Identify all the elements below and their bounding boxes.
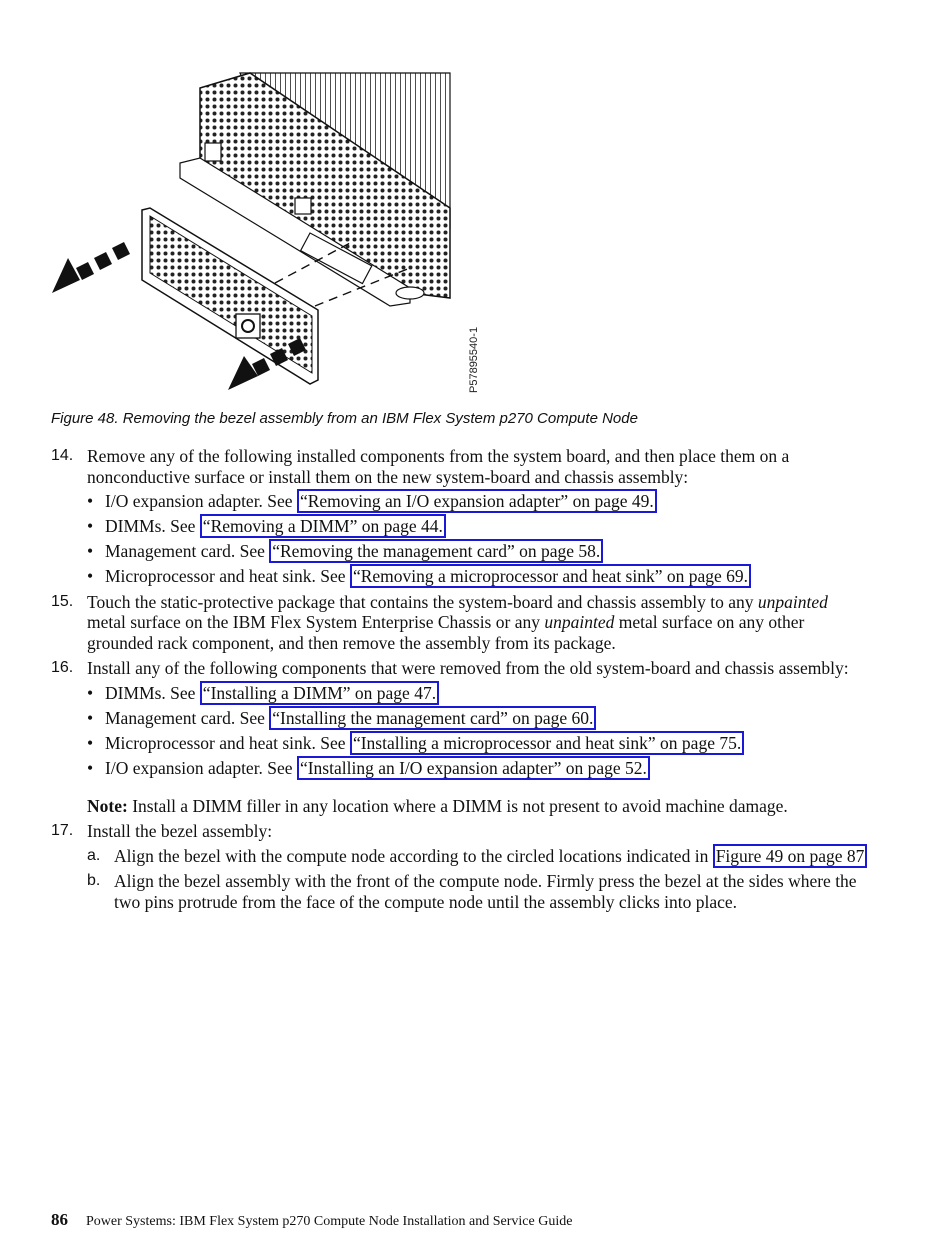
step-text <box>87 592 871 654</box>
arrow-upper-icon <box>52 242 130 293</box>
list-item <box>87 541 871 562</box>
bullet-text: Management card. See <box>105 541 270 562</box>
procedure-steps <box>51 446 871 917</box>
bullet-text: I/O expansion adapter. See <box>105 491 297 511</box>
list-item <box>87 491 871 512</box>
substep-letter: b. <box>87 872 101 890</box>
substep-a <box>87 846 871 867</box>
emphasis-text: unpainted <box>757 591 828 612</box>
step-16 <box>51 658 871 778</box>
step-number: 15. <box>51 592 74 610</box>
bezel-removal-figure <box>50 68 480 398</box>
list-item <box>87 566 871 587</box>
bezel-removal-illustration <box>50 68 470 398</box>
substep-text: Align the bezel assembly with the front of the compute node. Firmly press the bezel at the sides where the two pins protrude from the face of the compute node until the assembly clicks into place. <box>114 871 857 912</box>
page-number: 86 <box>51 1210 68 1229</box>
text-run: metal surface on the IBM Flex System Enterprise Chassis or any <box>87 612 545 633</box>
list-item <box>87 708 871 729</box>
step-17 <box>51 821 871 912</box>
bullet-list <box>87 491 871 587</box>
xref-link[interactable]: “Removing a microprocessor and heat sink” on page 69. <box>350 564 751 588</box>
list-item <box>87 516 871 537</box>
xref-link[interactable]: “Installing a microprocessor and heat sink” on page 75. <box>350 731 744 755</box>
xref-link[interactable]: “Installing the management card” on page 60. <box>269 706 596 730</box>
xref-link[interactable]: “Installing an I/O expansion adapter” on page 52. <box>297 756 650 780</box>
figure-id-label: P57895540-1 <box>468 326 480 393</box>
step-15 <box>51 592 871 654</box>
xref-link[interactable]: “Removing an I/O expansion adapter” on page 49. <box>297 489 657 513</box>
text-run: metal surface on any other grounded rack component, and then remove the assembly from its package. <box>87 612 805 653</box>
figure-caption: Figure 48. Removing the bezel assembly from an IBM Flex System p270 Compute Node <box>51 410 638 427</box>
bullet-text: Microprocessor and heat sink. See <box>105 566 350 587</box>
xref-link[interactable]: “Installing a DIMM” on page 47. <box>200 681 439 705</box>
step-number: 16. <box>51 659 74 677</box>
note-label: Note: <box>87 795 128 816</box>
bullet-text: I/O expansion adapter. See <box>105 758 297 779</box>
list-item <box>87 733 871 754</box>
bullet-text: Microprocessor and heat sink. See <box>105 732 350 753</box>
xref-link[interactable]: “Removing a DIMM” on page 44. <box>200 514 446 538</box>
bullet-text: Management card. See <box>105 707 270 728</box>
footer-title: Power Systems: IBM Flex System p270 Compute Node Installation and Service Guide <box>86 1214 573 1229</box>
step-number: 14. <box>51 447 74 464</box>
note <box>87 796 871 817</box>
bullet-text: DIMMs. See <box>105 516 200 537</box>
substep-letter: a. <box>87 846 101 864</box>
step-text: Install any of the following components that were removed from the old system-board and chassis assembly: <box>87 658 849 679</box>
xref-link[interactable]: “Removing the management card” on page 58. <box>269 539 603 563</box>
substep-b <box>87 871 871 912</box>
substep-text: Align the bezel with the compute node according to the circled locations indicated in <box>114 845 713 866</box>
step-14 <box>51 446 871 587</box>
text-run: Touch the static-protective package that contains the system-board and chassis assembly to any <box>87 591 758 612</box>
bullet-list <box>87 683 871 779</box>
substep-list <box>87 846 871 913</box>
xref-link[interactable]: Figure 49 on page 87 <box>713 844 868 868</box>
note-text: Install a DIMM filler in any location where a DIMM is not present to avoid machine damage. <box>127 795 788 816</box>
step-number: 17. <box>51 822 74 840</box>
page-footer <box>51 1210 572 1230</box>
list-item <box>87 758 871 779</box>
emphasis-text: unpainted <box>544 612 615 633</box>
step-text: Remove any of the following installed components from the system board, and then place them on a nonconductive surface or install them on the new system-board and chassis assembly: <box>87 446 790 487</box>
list-item <box>87 683 871 704</box>
bullet-text: DIMMs. See <box>105 682 200 703</box>
step-text: Install the bezel assembly: <box>87 821 273 842</box>
